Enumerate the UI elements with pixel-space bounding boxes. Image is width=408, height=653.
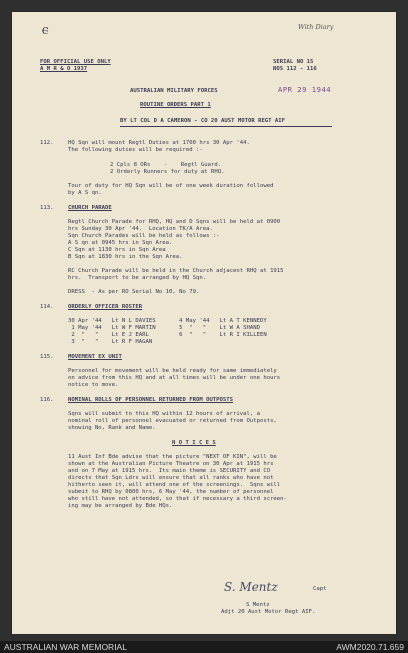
corner-mark: Ⲉ [42, 26, 49, 37]
archive-footer [0, 641, 408, 653]
section-115-line: on advice from this HQ and at all times will be under one hours [68, 375, 281, 381]
roster-row: 30 Apr '44 Lt N L DAVIES 4 May '44 Lt A T KENNEDY [68, 318, 267, 324]
handwritten-annotation: With Diary [298, 23, 334, 31]
section-112-line: The following duties will be required :- [68, 147, 203, 153]
section-113-line: Sqn Church Parades will be held as follows :- [68, 233, 220, 239]
notice-line: submit to RHQ by 0800 hrs, 6 May '44, the number of personnel [68, 489, 274, 495]
section-113-line: RC Church Parade will be held in the Church adjacent RHQ at 1915 [68, 268, 284, 274]
section-113-line: A S qn at 0945 hrs in Sqn Area. [68, 240, 173, 246]
serial-range: NOS 112 - 116 [273, 66, 317, 72]
serial-number: SERIAL NO 15 [273, 59, 314, 65]
section-116-heading: NOMINAL ROLLS OF PERSONNEL RETURNED FROM OUTPOSTS [68, 397, 234, 403]
section-113-line: C Sqn at 1130 hrs in Sqn Area [68, 247, 166, 253]
section-116-line: nominal roll of personnel evacuated or returned from Outposts, [68, 418, 277, 424]
section-112-line: HQ Sqn will mount Regtl Duties at 1700 hrs 30 Apr '44. [68, 140, 250, 146]
section-112-line: by A S qn. [68, 190, 102, 196]
section-113-line: hrs. Transport to be arranged by HQ Sqn. [68, 275, 207, 281]
notice-line: who still have not attended, so that if necessary a third screen- [68, 496, 287, 502]
section-113-dress: DRESS - As per RO Serial No 10, No 79. [68, 289, 200, 295]
signature-rank: Capt [313, 586, 327, 592]
section-115-line: Personnel for movement will be held ready for same immediately [68, 368, 277, 374]
section-112-number: 112. [40, 140, 54, 146]
date-stamp: APR 29 1944 [278, 85, 332, 94]
section-115-heading: MOVEMENT EX UNIT [68, 354, 122, 360]
notice-line: 11 Aust Inf Bde advise that the picture "NEXT OF KIN", will be [68, 454, 277, 460]
signature-appointment: Adjt 20 Aust Motor Regt AIF. [221, 609, 316, 615]
signature-name: S Mentz [246, 602, 270, 608]
notice-line: directs that Sqn Ldrs will ensure that all ranks who have not [68, 475, 274, 481]
section-116-line: showing No, Rank and Name. [68, 425, 156, 431]
notice-line: shown at the Australian Picture Theatre on 30 Apr at 1915 hrs [68, 461, 274, 467]
roster-row: 1 May '44 Lt W F MARTIN 5 " " Lt W A SHAND [68, 325, 260, 331]
notices-heading: N O T I C E S [172, 440, 216, 446]
section-113-line: B Sqn at 1830 hrs in the Sqn Area. [68, 254, 183, 260]
roster-row: 2 " " Lt E J EARL 6 " " Lt R I KILLEEN [68, 332, 267, 338]
header-title3: BY LT COL D A CAMERON - CO 20 AUST MOTOR REGT AIF [120, 118, 286, 124]
section-112-line: Tour of duty for HQ Sqn will be of one week duration followed [68, 183, 274, 189]
footer-accession: AWM2020.71.659 [336, 642, 404, 652]
notice-line: hitherto seen it, will attend one of the screenings. Sqns will [68, 482, 281, 488]
roster-row: 3 " " Lt R F HAGAN [68, 339, 153, 345]
section-112-line: 2 Cpls 8 ORs - Regtl Guard. [110, 162, 222, 168]
notice-line: and on 7 May at 1915 hrs. Its main theme is SECURITY and CO [68, 468, 271, 474]
document-page [12, 12, 396, 634]
section-113-line: Regtl Church Parade for RHQ, HQ and D Sqns will be held at 0900 [68, 219, 281, 225]
handwritten-signature: S. Mentz [224, 580, 278, 594]
section-113-number: 113. [40, 205, 54, 211]
section-114-number: 114. [40, 304, 54, 310]
section-112-line: 2 Orderly Runners for duty at RHQ. [110, 169, 225, 175]
footer-institution: AUSTRALIAN WAR MEMORIAL [4, 642, 127, 652]
section-116-line: Sqns will submit to this HQ within 12 hours of arrival, a [68, 411, 260, 417]
classification-line1: FOR OFFICIAL USE ONLY [40, 59, 111, 65]
notice-line: ing may be arranged by Bde HQs. [68, 503, 173, 509]
classification-line2: A M R & O 1937 [40, 66, 88, 72]
divider [120, 126, 332, 127]
section-115-line: notice to move. [68, 382, 119, 388]
section-113-line: hrs Sunday 30 Apr '44. Location TK/A Area. [68, 226, 213, 232]
section-115-number: 115. [40, 354, 54, 360]
section-116-number: 116. [40, 397, 54, 403]
section-114-heading: ORDERLY OFFICER ROSTER [68, 304, 143, 310]
header-title1: AUSTRALIAN MILITARY FORCES [130, 88, 218, 94]
section-113-heading: CHURCH PARADE [68, 205, 112, 211]
header-title2: ROUTINE ORDERS PART 1 [140, 102, 211, 108]
